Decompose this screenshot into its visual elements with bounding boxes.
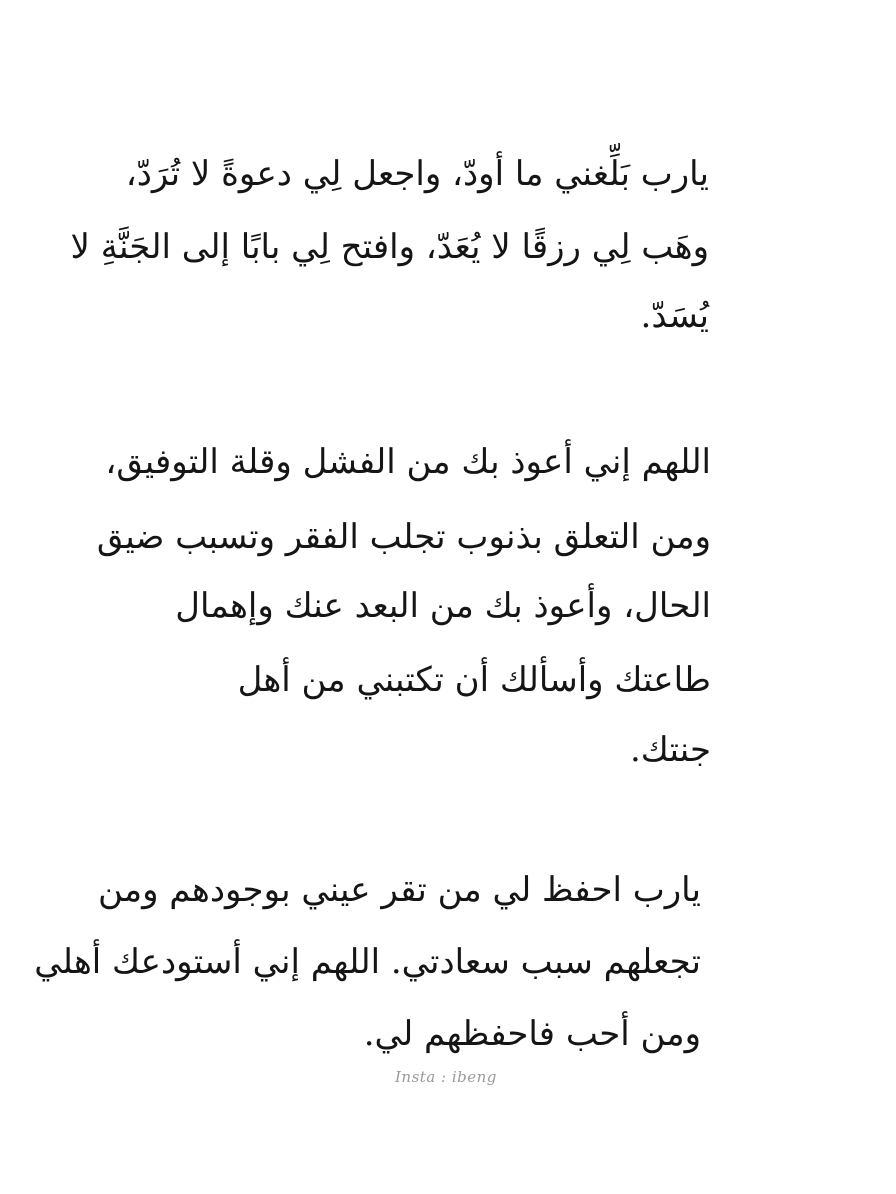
paragraph-2-line-3: الحال، وأعوذ بك من البعد عنك وإهمال xyxy=(175,586,711,626)
paragraph-3-line-3: ومن أحب فاحفظهم لي. xyxy=(363,1014,701,1054)
paragraph-2-line-2: ومن التعلق بذنوب تجلب الفقر وتسبب ضيق xyxy=(96,517,711,557)
paragraph-1-line-1: يارب بَلِّغني ما أودّ، واجعل لِي دعوةً لا تُرَدّ، xyxy=(125,154,709,194)
signature: Insta : ibeng xyxy=(395,1068,497,1086)
paragraph-1-line-3: يُسَدّ. xyxy=(640,296,709,336)
paragraph-3-line-2: تجعلهم سبب سعادتي. اللهم إني أستودعك أهلي xyxy=(34,942,701,982)
paragraph-3-line-1: يارب احفظ لي من تقر عيني بوجودهم ومن xyxy=(97,870,701,910)
paragraph-2-line-1: اللهم إني أعوذ بك من الفشل وقلة التوفيق، xyxy=(105,442,711,482)
paragraph-2-line-4: طاعتك وأسألك أن تكتبني من أهل xyxy=(237,660,711,700)
paragraph-2-line-5: جنتك. xyxy=(630,730,711,770)
paragraph-1-line-2: وهَب لِي رزقًا لا يُعَدّ، وافتح لِي بابًا إلى الجَنَّةِ لا xyxy=(70,227,709,267)
